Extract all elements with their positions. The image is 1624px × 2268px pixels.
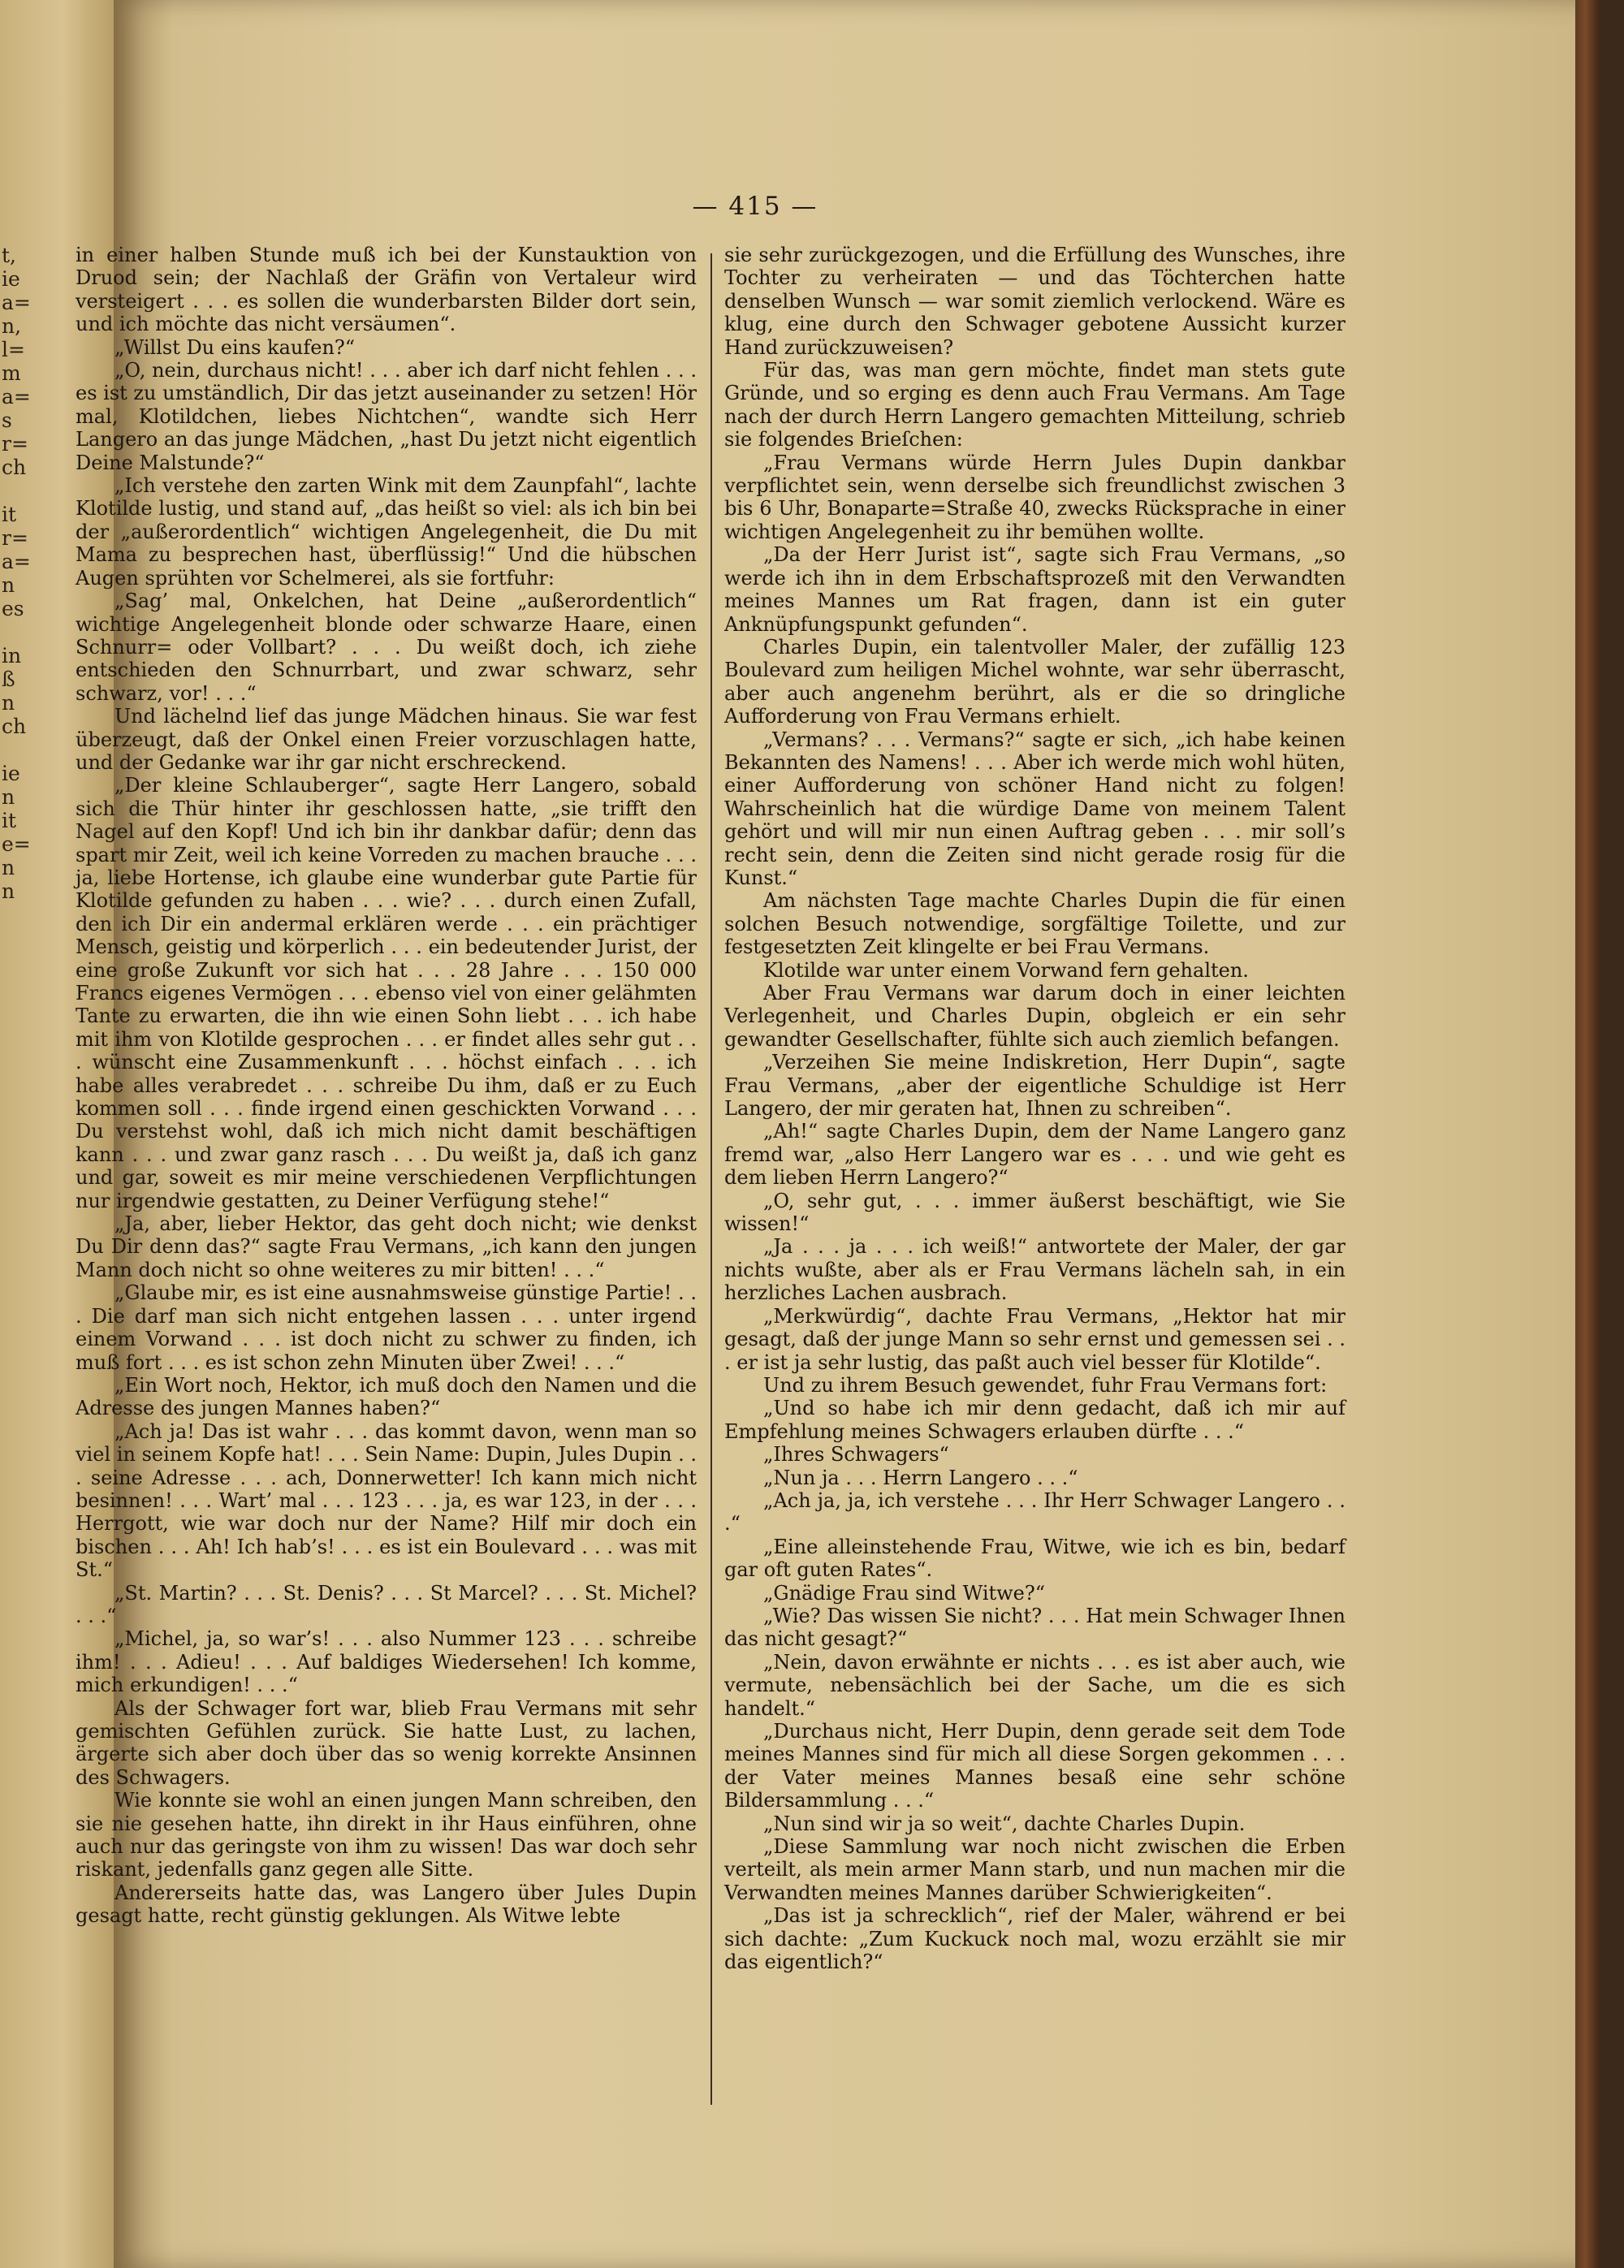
paragraph: „Der kleine Schlauberger“, sagte Herr Langero, sobald sich die Thür hinter ihr geschlossen hatte, „sie trifft den Nagel auf den Kopf! Und ich bin ihr dankbar dafür; denn das spart mir Zeit, weil ich keine Vorreden zu machen brauche . . . ja, liebe Hortense, ich glaube eine wunderbar gute Partie für Klotilde gefunden zu haben . . . wie? . . . durch einen Zufall, den ich Dir ein andermal erklären werde . . . ein prächtiger Mensch, geistig und körperlich . . . ein bedeutender Jurist, der eine große Zukunft vor sich hat . . . 28 Jahre . . . 150 000 Francs eigenes Vermögen . . . ebenso viel von einer gelähmten Tante zu erwarten, die ihn wie einen Sohn liebt . . . ich habe mit ihm von Klotilde gesprochen . . . er findet alles sehr gut . . . wünscht eine Zusammenkunft . . . höchst einfach . . . ich habe alles verabredet . . . schreibe Du ihm, daß er zu Euch kommen soll . . . finde irgend einen geschickten Vorwand . . . Du verstehst wohl, daß ich mich nicht damit beschäftigen kann . . . und zwar ganz rasch . . . Du weißt ja, daß ich ganz und gar, soweit es mir meine verschiedenen Verpflichtungen nur irgendwie gestatten, zu Deiner Verfügung stehe!“	[76, 774, 697, 1212]
facing-page-fragment: it	[2, 503, 17, 526]
paragraph: „Ach ja, ja, ich verstehe . . . Ihr Herr Schwager Langero . . .“	[724, 1488, 1345, 1536]
facing-page-fragment: s	[2, 408, 12, 432]
facing-page-fragment: l=	[2, 338, 25, 361]
facing-page-fragment: t,	[2, 244, 16, 267]
paragraph: „Eine alleinstehende Frau, Witwe, wie ich es bin, bedarf gar oft guten Rates“.	[724, 1535, 1345, 1582]
paragraph: Andererseits hatte das, was Langero über Jules Dupin gesagt hatte, recht günstig geklungen. Als Witwe lebte	[76, 1881, 697, 1928]
facing-page-fragment: n,	[2, 314, 22, 338]
paragraph: „Ja, aber, lieber Hektor, das geht doch nicht; wie denkst Du Dir denn das?“ sagte Frau Vermans, „ich kann den jungen Mann doch nicht so ohne weiteres zu mir bitten! . . .“	[76, 1212, 697, 1281]
paragraph: „St. Martin? . . . St. Denis? . . . St Marcel? . . . St. Michel? . . .“	[76, 1581, 697, 1627]
paragraph: in einer halben Stunde muß ich bei der Kunstauktion von Druod sein; der Nachlaß der Gräfin von Vertaleur wird versteigert . . . es sollen die wunderbarsten Bilder dort sein, und ich möchte das nicht versäumen“.	[76, 244, 697, 336]
paragraph: „Nun sind wir ja so weit“, dachte Charles Dupin.	[763, 1812, 1246, 1835]
paragraph: „Michel, ja, so war’s! . . . also Nummer 123 . . . schreibe ihm! . . . Adieu! . . . Auf baldiges Wiedersehen! Ich komme, mich erkundigen! . . .“	[76, 1627, 697, 1697]
right-text-column	[724, 244, 1345, 1973]
facing-page-fragment: m	[2, 361, 21, 385]
paragraph: Für das, was man gern möchte, findet man stets gute Gründe, und so erging es denn auch Frau Vermans. Am Tage nach der durch Herrn Langero gemachten Mitteilung, schrieb sie folgendes Brieſchen:	[724, 359, 1345, 451]
paragraph: „Sag’ mal, Onkelchen, hat Deine „außerordentlich“ wichtige Angelegenheit blonde oder schwarze Haare, einen Schnurr= oder Vollbart? . . . Du weißt doch, ich ziehe entschieden den Schnurrbart, und zwar schwarz, sehr schwarz, vor! . . .“	[76, 590, 697, 705]
facing-page-fragment: ie	[2, 267, 20, 291]
paragraph: „Gnädige Frau sind Witwe?“	[763, 1581, 1046, 1605]
facing-page-fragment: n	[2, 573, 15, 597]
facing-page-fragment: a=	[2, 291, 31, 314]
facing-page-fragment: ch	[2, 715, 27, 738]
column-divider	[710, 253, 712, 2105]
paragraph: Klotilde war unter einem Vorwand fern gehalten.	[763, 958, 1249, 982]
paragraph: „Und so habe ich mir denn gedacht, daß ich mir auf Empfehlung meines Schwagers erlauben dürfte . . .“	[724, 1397, 1345, 1443]
paragraph: „O, nein, durchaus nicht! . . . aber ich darf nicht fehlen . . . es ist zu umständlich, Dir das jetzt auseinander zu setzen! Hör mal, Klotildchen, liebes Nichtchen“, wandte sich Herr Langero an das junge Mädchen, „hast Du jetzt nicht eigentlich Deine Malstunde?“	[76, 359, 697, 474]
facing-page-fragment: a=	[2, 550, 31, 573]
paragraph: Und lächelnd lief das junge Mädchen hinaus. Sie war fest überzeugt, daß der Onkel einen Freier vorzuschlagen hatte, und der Gedanke war ihr gar nicht erschreckend.	[76, 705, 697, 774]
paragraph: „Diese Sammlung war noch nicht zwischen die Erben verteilt, als mein armer Mann starb, und nun machen mir die Verwandten meines Mannes darüber Schwierigkeiten“.	[724, 1835, 1345, 1904]
paragraph: „Das ist ja schrecklich“, rief der Maler, während er bei sich dachte: „Zum Kuckuck noch mal, wozu erzählt sie mir das eigentlich?“	[724, 1904, 1345, 1974]
paragraph: sie sehr zurückgezogen, und die Erfüllung des Wunsches, ihre Tochter zu verheiraten — und das Töchterchen hatte denselben Wunsch — war somit ziemlich verlockend. Wäre es klug, eine durch den Schwager gebotene Aussicht kurzer Hand zurückzuweisen?	[724, 244, 1345, 359]
paragraph: „Ein Wort noch, Hektor, ich muß doch den Namen und die Adresse des jungen Mannes haben?“	[76, 1373, 697, 1420]
paragraph: „Willst Du eins kaufen?“	[114, 335, 356, 359]
paragraph: „Wie? Das wissen Sie nicht? . . . Hat mein Schwager Ihnen das nicht gesagt?“	[724, 1604, 1345, 1651]
facing-page-fragment: it	[2, 809, 17, 832]
facing-page-fragment: in	[2, 644, 22, 667]
facing-page-fragment: e=	[2, 832, 31, 856]
paragraph: „Nein, davon erwähnte er nichts . . . es ist aber auch, wie vermute, nebensächlich bei der Sache, um die es sich handelt.“	[724, 1650, 1345, 1720]
paragraph: „Ja . . . ja . . . ich weiß!“ antwortete der Maler, der gar nichts wußte, aber als er Frau Vermans lächeln sah, in ein herzliches Lachen ausbrach.	[724, 1235, 1345, 1305]
facing-page-fragment: ie	[2, 762, 20, 785]
paragraph: „Nun ja . . . Herrn Langero . . .“	[763, 1466, 1078, 1489]
facing-page-fragment: es	[2, 597, 24, 620]
facing-page-fragment: a=	[2, 385, 31, 408]
paragraph: „Durchaus nicht, Herr Dupin, denn gerade seit dem Tode meines Mannes sind für mich all diese Sorgen gekommen . . . der Vater meines Mannes besaß eine sehr schöne Bildersammlung . . .“	[724, 1720, 1345, 1812]
paragraph: „Da der Herr Jurist ist“, sagte sich Frau Vermans, „so werde ich ihn in dem Erbschaftsprozeß mit den Verwandten meines Mannes um Rat fragen, dann ist ein guter Anknüpfungspunkt gefunden“.	[724, 543, 1345, 636]
facing-page-fragment: r=	[2, 432, 28, 456]
facing-page-fragment: ch	[2, 456, 27, 479]
facing-page-fragment: ß	[2, 667, 15, 691]
facing-page-fragment: r=	[2, 526, 28, 550]
paragraph: Charles Dupin, ein talentvoller Maler, der zufällig 123 Boulevard zum heiligen Michel wohnte, war sehr überrascht, aber auch angenehm berührt, als er die so dringliche Aufforderung von Frau Vermans erhielt.	[724, 635, 1345, 728]
paragraph: Als der Schwager fort war, blieb Frau Vermans mit sehr gemischten Gefühlen zurück. Sie hatte Lust, zu lachen, ärgerte sich aber doch über das so wenig korrekte Ansinnen des Schwagers.	[76, 1696, 697, 1789]
binding-edge	[1575, 0, 1600, 2268]
paragraph: „Glaube mir, es ist eine ausnahmsweise günstige Partie! . . . Die darf man sich nicht entgehen lassen . . . unter irgend einem Vorwand . . . ist doch nicht zu schwer zu finden, ich muß fort . . . es ist schon zehn Minuten über Zwei! . . .“	[76, 1281, 697, 1374]
paragraph: „Merkwürdig“, dachte Frau Vermans, „Hektor hat mir gesagt, daß der junge Mann so sehr ernst und gemessen sei . . . er ist ja sehr lustig, das paßt auch viel besser für Klotilde“.	[724, 1304, 1345, 1374]
paragraph: „O, sehr gut, . . . immer äußerst beschäftigt, wie Sie wissen!“	[724, 1189, 1345, 1236]
left-text-column	[76, 244, 697, 1928]
paragraph: „Ihres Schwagers“	[763, 1443, 949, 1467]
paragraph: „Ich verstehe den zarten Wink mit dem Zaunpfahl“, lachte Klotilde lustig, und stand auf, „das heißt so viel: als ich bin bei der „außerordentlich“ wichtigen Angelegenheit, die Du mit Mama zu besprechen hast, überflüssig!“ Und die hübschen Augen sprühten vor Schelmerei, als sie fortfuhr:	[76, 474, 697, 590]
paragraph: „Ah!“ sagte Charles Dupin, dem der Name Langero ganz fremd war, „also Herr Langero war es . . . und wie geht es dem lieben Herrn Langero?“	[724, 1120, 1345, 1190]
paragraph: Am nächsten Tage machte Charles Dupin die für einen solchen Besuch notwendige, sorgfältige Toilette, und zur festgesetzten Zeit klingelte er bei Frau Vermans.	[724, 889, 1345, 959]
paragraph: „Ach ja! Das ist wahr . . . das kommt davon, wenn man so viel in seinem Kopfe hat! . . . Sein Name: Dupin, Jules Dupin . . . seine Adresse . . . ach, Donnerwetter! Ich kann mich nicht besinnen! . . . Wart’ mal . . . 123 . . . ja, es war 123, in der . . . Herrgott, wie war doch nur der Name? Hilf mir doch ein bischen . . . Ah! Ich hab’s! . . . es ist ein Boulevard . . . was mit St.“	[76, 1419, 697, 1582]
facing-page-fragment: n	[2, 691, 15, 715]
page-number: — 415 —	[692, 192, 818, 221]
facing-page-fragment: n	[2, 785, 15, 809]
paragraph: „Verzeihen Sie meine Indiskretion, Herr Dupin“, sagte Frau Vermans, „aber der eigentliche Schuldige ist Herr Langero, der mir geraten hat, Ihnen zu schreiben“.	[724, 1051, 1345, 1121]
facing-page-fragment: n	[2, 879, 15, 903]
paragraph: „Frau Vermans würde Herrn Jules Dupin dankbar verpflichtet sein, wenn derselbe sich freundlichst zwischen 3 bis 6 Uhr, Bonaparte=Straße 40, zwecks Rücksprache in einer wichtigen Angelegenheit zu ihr bemühen wollte.	[724, 451, 1345, 543]
paragraph: Wie konnte sie wohl an einen jungen Mann schreiben, den sie nie gesehen hatte, ihn direkt in ihr Haus einführen, ohne auch nur das geringste von ihm zu wissen! Das war doch sehr riskant, jedenfalls ganz gegen alle Sitte.	[76, 1789, 697, 1881]
paragraph: Und zu ihrem Besuch gewendet, fuhr Frau Vermans fort:	[763, 1373, 1328, 1397]
paragraph: Aber Frau Vermans war darum doch in einer leichten Verlegenheit, und Charles Dupin, obgleich er ein sehr gewandter Gesellschafter, fühlte sich auch ziemlich befangen.	[724, 982, 1345, 1051]
paragraph: „Vermans? . . . Vermans?“ sagte er sich, „ich habe keinen Bekannten des Namens! . . . Aber ich werde mich wohl hüten, einer Aufforderung von schöner Hand nicht zu folgen! Wahrscheinlich hat die würdige Dame von meinem Talent gehört und will mir nun einen Auftrag geben . . . mir soll’s recht sein, denn die Zeiten sind nicht gerade rosig für die Kunst.“	[724, 728, 1345, 889]
facing-page-fragment: n	[2, 856, 15, 879]
